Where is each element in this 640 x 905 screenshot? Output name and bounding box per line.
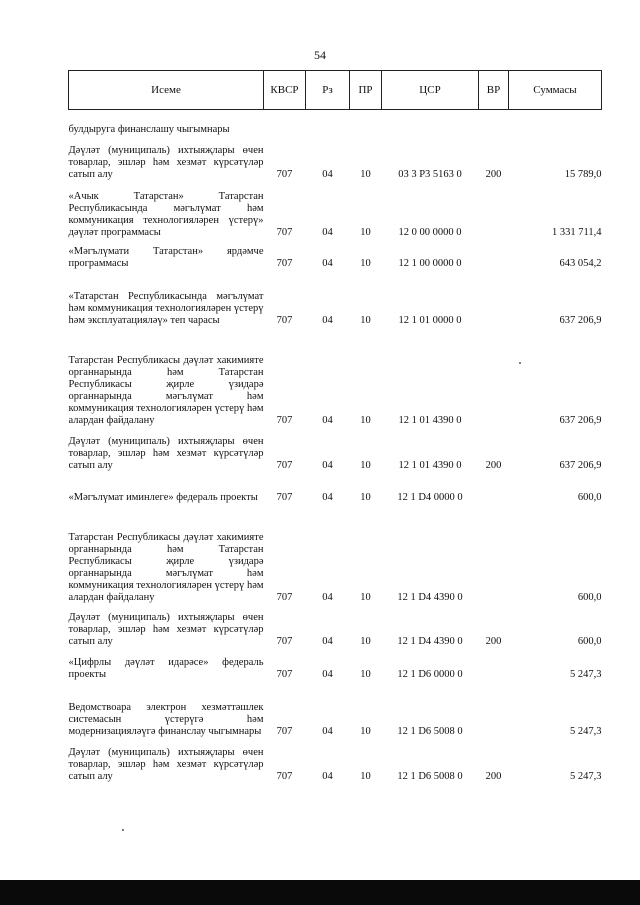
row-rz: 04 [322,226,333,238]
table-row [69,681,602,738]
row-pr: 10 [360,491,371,503]
row-vr [479,681,509,738]
row-csr: 12 0 00 0000 0 [398,226,462,238]
header-vr: ВР [479,71,509,110]
row-name: Татарстан Республикасы дәүләт хакимияте органнарында һәм Татарстан Республикасы җирле үзидарә органнарында мәгълүмат һәм коммуникация технологияләрен үстерү һәм алардан файдалану [68,354,264,426]
row-rz: 04 [322,314,333,326]
row-pr: 10 [360,314,371,326]
row-rz: 04 [322,635,333,647]
row-vr: 200 [485,770,502,782]
row-vr [479,270,509,327]
row-vr: 200 [485,168,502,180]
row-vr: 200 [485,635,502,647]
row-sum: 600,0 [577,635,602,647]
header-pr: ПР [350,71,382,110]
table-row [69,472,602,504]
row-name: «Ачык Татарстан» Татарстан Республикасында мәгълүмат һәм коммуникация технологияләрен үстерү» дәүләт программасы [68,190,264,238]
row-rz: 04 [322,491,333,503]
scan-speck [519,362,521,364]
table-header-row [69,71,602,110]
row-pr: 10 [360,459,371,471]
row-kvsr: 707 [276,635,293,647]
row-csr: 12 1 D4 4390 0 [397,591,463,603]
table-row [69,427,602,472]
row-csr: 12 1 D6 5008 0 [397,725,463,737]
row-pr: 10 [360,226,371,238]
table-row [69,270,602,327]
header-name: Исеме [69,71,264,110]
row-csr: 12 1 D4 4390 0 [397,635,463,647]
row-csr [382,110,479,136]
row-vr [479,239,509,270]
row-rz: 04 [322,668,333,680]
row-pr: 10 [360,725,371,737]
row-name: «Мәгълүмат иминлеге» федераль проекты [68,491,258,503]
table-row [69,327,602,427]
row-pr: 10 [360,635,371,647]
row-csr: 12 1 01 4390 0 [398,414,462,426]
row-name: «Татарстан Республикасында мәгълүмат һәм коммуникация технологияләрен үстерү һәм эксплуатацияләү» теп чарасы [68,290,264,326]
budget-table [68,70,602,783]
row-csr: 12 1 D6 5008 0 [397,770,463,782]
row-pr [350,110,382,136]
row-rz: 04 [322,459,333,471]
row-sum: 5 247,3 [570,725,602,737]
row-kvsr: 707 [276,725,293,737]
row-csr: 12 1 01 0000 0 [398,314,462,326]
row-pr: 10 [360,668,371,680]
table-row [69,738,602,783]
row-kvsr: 707 [276,168,293,180]
row-sum: 5 247,3 [570,770,602,782]
row-rz: 04 [322,591,333,603]
row-vr [479,327,509,427]
row-sum: 600,0 [577,591,602,603]
row-sum: 5 247,3 [570,668,602,680]
page-number: 54 [314,48,326,62]
row-vr: 200 [485,459,502,471]
row-kvsr: 707 [276,668,293,680]
table-row [69,504,602,604]
row-vr [479,648,509,681]
row-rz: 04 [322,770,333,782]
row-csr: 12 1 00 0000 0 [398,257,462,269]
scan-bottom-edge [0,880,640,905]
row-sum: 15 789,0 [564,168,602,180]
table-row [69,648,602,681]
table-row [69,239,602,270]
row-kvsr: 707 [276,491,293,503]
row-sum [509,110,602,136]
row-sum: 643 054,2 [559,257,602,269]
row-csr: 03 3 P3 5163 0 [398,168,462,180]
row-kvsr: 707 [276,414,293,426]
row-pr: 10 [360,414,371,426]
row-kvsr: 707 [276,226,293,238]
table-row [69,110,602,136]
row-vr [479,110,509,136]
row-sum: 637 206,9 [559,414,602,426]
row-name: булдыруга финанслашу чыгымнары [68,123,230,135]
row-kvsr: 707 [276,257,293,269]
row-name: Татарстан Республикасы дәүләт хакимияте органнарында һәм Татарстан Республикасы җирле үзидарә органнарында мәгълүмат һәм коммуникация технологияләрен үстерү һәм алардан файдалану [68,531,264,603]
row-rz: 04 [322,414,333,426]
row-rz: 04 [322,257,333,269]
row-name: Дәүләт (муниципаль) ихтыяҗлары өчен товарлар, эшләр һәм хезмәт күрсәтүләр сатып алу [68,611,264,647]
row-rz: 04 [322,168,333,180]
row-name: «Цифрлы дәүләт идарәсе» федераль проекты [68,656,264,680]
table-row [69,604,602,648]
row-kvsr: 707 [276,314,293,326]
row-name: Ведомствоара электрон хезмәттәшлек системасын үстерүгә һәм модернизацияләүгә финанслау чыгымнары [68,701,264,737]
header-csr: ЦСР [382,71,479,110]
table-row [69,136,602,181]
row-name: Дәүләт (муниципаль) ихтыяҗлары өчен товарлар, эшләр һәм хезмәт күрсәтүләр сатып алу [68,746,264,782]
header-rz: Рз [306,71,350,110]
row-name: Дәүләт (муниципаль) ихтыяҗлары өчен товарлар, эшләр һәм хезмәт күрсәтүләр сатып алу [68,435,264,471]
row-sum: 1 331 711,4 [552,226,602,238]
row-pr: 10 [360,770,371,782]
row-vr [479,181,509,239]
row-rz: 04 [322,725,333,737]
row-csr: 12 1 D6 0000 0 [397,668,463,680]
row-kvsr: 707 [276,459,293,471]
table-row [69,181,602,239]
row-csr: 12 1 D4 0000 0 [397,491,463,503]
row-name: Дәүләт (муниципаль) ихтыяҗлары өчен товарлар, эшләр һәм хезмәт күрсәтүләр сатып алу [68,144,264,180]
row-pr: 10 [360,257,371,269]
row-pr: 10 [360,168,371,180]
row-vr [479,472,509,504]
row-kvsr: 707 [276,770,293,782]
row-vr [479,504,509,604]
row-kvsr: 707 [276,591,293,603]
row-csr: 12 1 01 4390 0 [398,459,462,471]
row-rz [306,110,350,136]
header-kvsr: КВСР [264,71,306,110]
header-sum: Суммасы [509,71,602,110]
row-kvsr [264,110,306,136]
row-name: «Мәгълүмати Татарстан» ярдәмче программасы [68,245,264,269]
row-sum: 637 206,9 [559,459,602,471]
row-pr: 10 [360,591,371,603]
scan-speck [122,829,124,831]
row-sum: 637 206,9 [559,314,602,326]
row-sum: 600,0 [577,491,602,503]
